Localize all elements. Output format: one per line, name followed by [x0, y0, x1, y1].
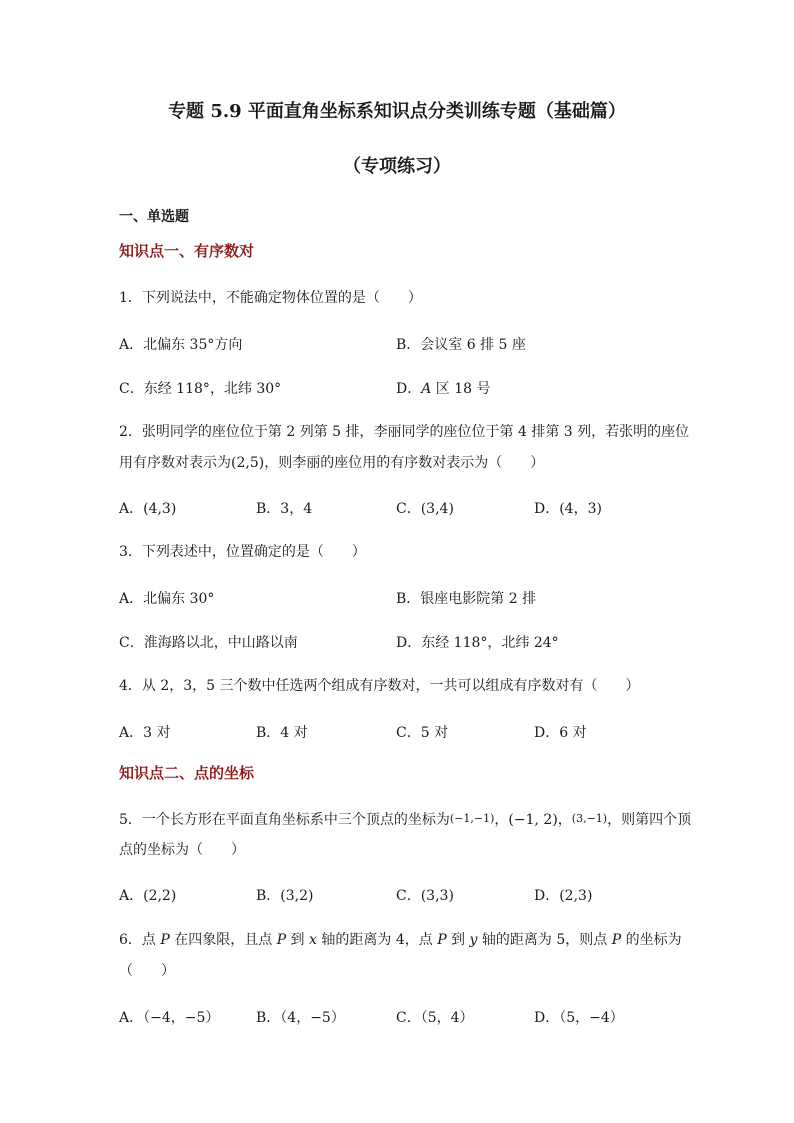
q4-option-c: C．5 对	[396, 725, 449, 741]
q3-option-d: D．东经 118°，北纬 24°	[396, 635, 559, 651]
q6-option-a: A．（−4，−5）	[119, 1010, 220, 1026]
knowledge-point-2: 知识点二、点的坐标	[119, 764, 255, 782]
q4-option-b: B．4 对	[256, 725, 308, 741]
q1-option-b: B．会议室 6 排 5 座	[396, 337, 526, 353]
q6-option-b: B．（4，−5）	[256, 1010, 345, 1026]
q3-option-b: B．银座电影院第 2 排	[396, 591, 537, 607]
q5-math-3: (3,−1)	[571, 812, 608, 825]
question-5-line-2: 点的坐标为（ ）	[119, 842, 245, 858]
q2-option-a: A．(4,3)	[119, 501, 177, 517]
page-subtitle: （专项练习）	[343, 156, 451, 177]
q2-math-coordinate: (2,5)	[231, 455, 265, 471]
q6-option-d: D．（5，−4）	[534, 1010, 624, 1026]
question-6-line-1: 6．点 P 在四象限，且点 P 到 x 轴的距离为 4，点 P 到 y 轴的距离为 5，则点 P 的坐标为	[119, 932, 682, 948]
question-4-stem: 4．从 2，3，5 三个数中任选两个组成有序数对，一共可以组成有序数对有（ ）	[119, 678, 640, 694]
q5-option-c: C．(3,3)	[396, 888, 454, 904]
q6-option-c: C．（5，4）	[396, 1010, 474, 1026]
q2-option-b: B．3，4	[256, 501, 313, 517]
question-1-stem: 1．下列说法中，不能确定物体位置的是（ ）	[119, 290, 422, 306]
knowledge-point-1: 知识点一、有序数对	[119, 242, 255, 260]
q1-d-variable: A	[421, 381, 432, 397]
question-3-stem: 3．下列表述中，位置确定的是（ ）	[119, 544, 366, 560]
q5-option-d: D．(2,3)	[534, 888, 593, 904]
q1-option-c: C．东经 118°，北纬 30°	[119, 381, 282, 397]
q1-option-d: D．A 区 18 号	[396, 381, 491, 397]
q5-math-1: (−1,−1)	[449, 812, 495, 825]
q2-option-c: C．(3,4)	[396, 501, 454, 517]
q5-option-a: A．(2,2)	[119, 888, 177, 904]
q2-option-d: D．(4，3)	[534, 501, 602, 517]
question-6-line-2: （ ）	[119, 963, 175, 979]
q3-option-c: C．淮海路以北，中山路以南	[119, 635, 298, 651]
q4-option-d: D．6 对	[534, 725, 587, 741]
section-heading: 一、单选题	[119, 209, 189, 225]
question-2-line-2: 用有序数对表示为(2,5)，则李丽的座位用的有序数对表示为（ ）	[119, 455, 545, 471]
q5-math-2: (−1, 2)	[508, 812, 558, 828]
q3-option-a: A．北偏东 30°	[119, 591, 215, 607]
q1-option-a: A．北偏东 35°方向	[119, 337, 243, 353]
q5-option-b: B．(3,2)	[256, 888, 314, 904]
q4-option-a: A．3 对	[119, 725, 171, 741]
question-5-line-1: 5．一个长方形在平面直角坐标系中三个顶点的坐标为(−1,−1)，(−1, 2)，(3,−1)，则第四个顶	[119, 812, 692, 828]
page-title: 专题 5.9 平面直角坐标系知识点分类训练专题（基础篇）	[168, 101, 626, 122]
question-2-line-1: 2．张明同学的座位位于第 2 列第 5 排，李丽同学的座位位于第 4 排第 3 列，若张明的座位	[119, 424, 690, 440]
